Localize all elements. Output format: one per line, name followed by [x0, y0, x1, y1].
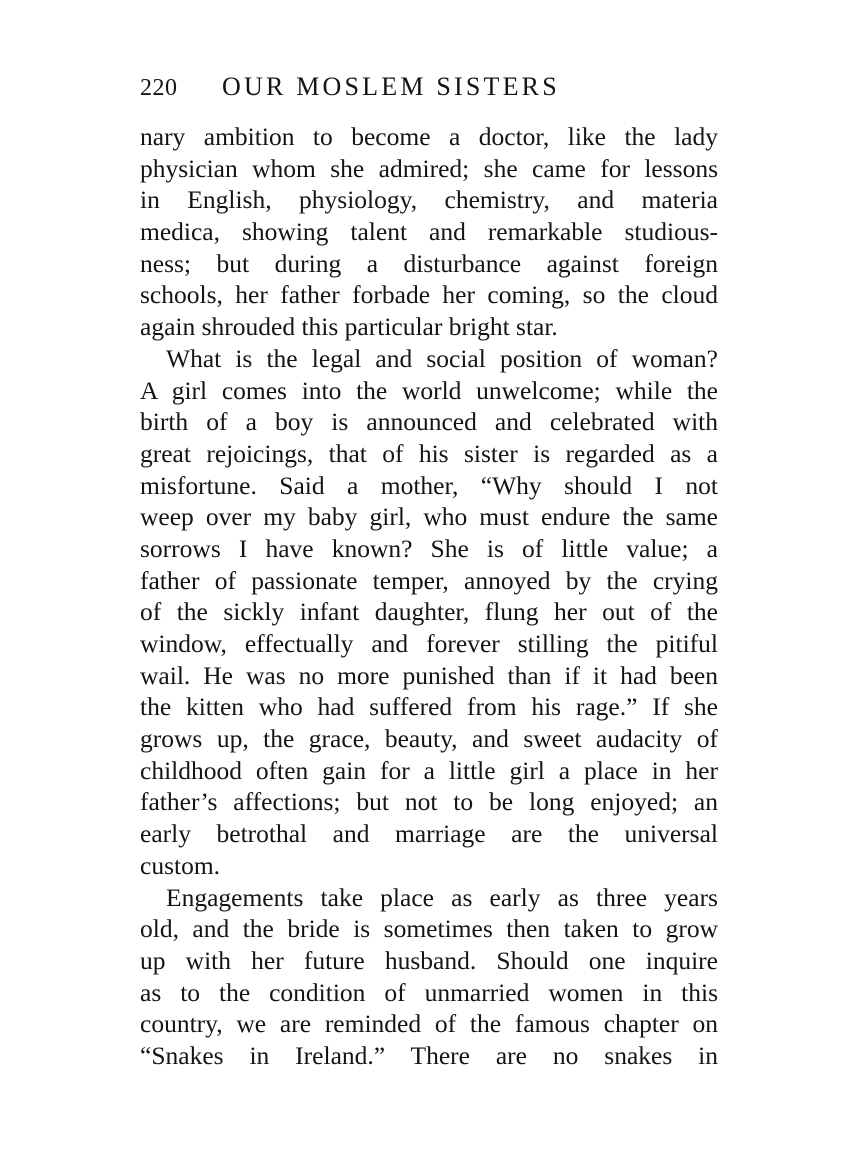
text-line: schools, her father forbade her coming, so the cloud — [140, 280, 718, 310]
text-line: ness; but during a disturbance against foreign — [140, 248, 718, 278]
text-line: window, effectually and forever stilling the pitiful — [140, 629, 718, 658]
text-line: of the sickly infant daughter, flung her out of the — [140, 597, 718, 627]
text-line: physician whom she admired; she came for lessons — [140, 153, 718, 183]
text-line: father of passionate temper, annoyed by the crying — [140, 565, 718, 595]
text-line: father’s affections; but not to be long enjoyed; an — [140, 787, 718, 817]
text-line: early betrothal and marriage are the universal — [140, 819, 718, 849]
page-number: 220 — [140, 75, 178, 101]
text-line: “Snakes in Ireland.” There are no snakes in — [140, 1040, 718, 1070]
text-line: What is the legal and social position of woman? — [166, 343, 718, 373]
text-line: nary ambition to become a doctor, like the lady — [140, 122, 718, 151]
text-line: in English, physiology, chemistry, and materia — [140, 185, 718, 215]
running-head — [140, 70, 720, 104]
text-line: as to the condition of unmarried women in this — [140, 977, 718, 1007]
text-line: old, and the bride is sometimes then taken to grow — [140, 914, 718, 944]
text-line: up with her future husband. Should one inquire — [140, 945, 718, 975]
body-text — [140, 121, 718, 1072]
text-line: medica, showing talent and remarkable studious- — [140, 217, 718, 247]
text-line: Engagements take place as early as three years — [166, 882, 718, 912]
text-line: weep over my baby girl, who must endure the same — [140, 502, 718, 532]
text-line: again shrouded this particular bright star. — [140, 312, 558, 342]
text-line: A girl comes into the world unwelcome; while the — [140, 375, 718, 405]
text-line: custom. — [140, 850, 221, 880]
text-line: wail. He was no more punished than if it had been — [140, 660, 718, 690]
text-line: country, we are reminded of the famous chapter on — [140, 1009, 718, 1039]
text-line: birth of a boy is announced and celebrated with — [140, 407, 718, 437]
text-line: grows up, the grace, beauty, and sweet audacity of — [140, 724, 718, 754]
running-title: OUR MOSLEM SISTERS — [222, 72, 560, 101]
text-line: misfortune. Said a mother, “Why should I not — [140, 470, 718, 500]
text-line: great rejoicings, that of his sister is regarded as a — [140, 438, 718, 468]
text-line: sorrows I have known? She is of little value; a — [140, 533, 718, 563]
text-line: childhood often gain for a little girl a place in her — [140, 755, 718, 785]
text-line: the kitten who had suffered from his rage.” If she — [140, 692, 718, 722]
